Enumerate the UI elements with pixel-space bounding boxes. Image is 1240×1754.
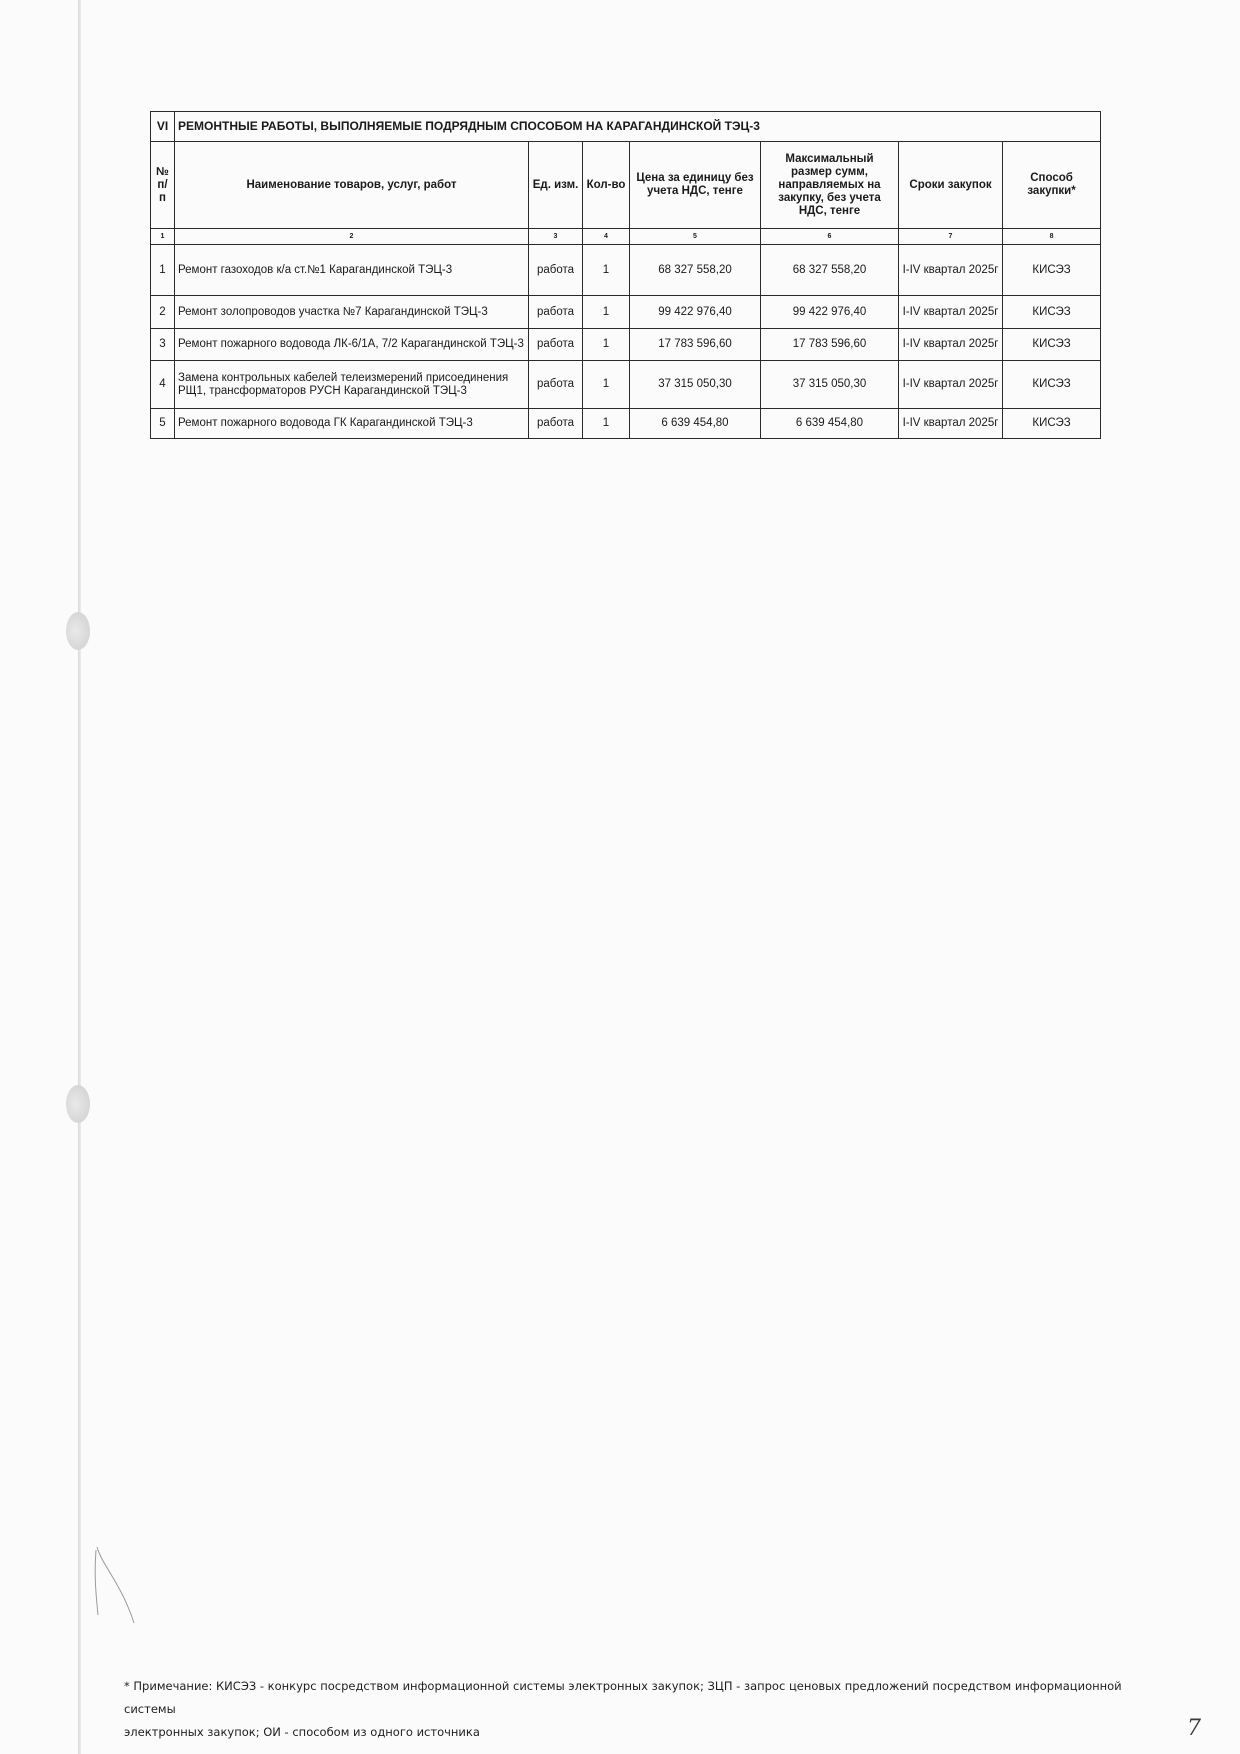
row-term: I-IV квартал 2025г bbox=[899, 245, 1003, 296]
row-unit: работа bbox=[529, 296, 583, 329]
row-price: 17 783 596,60 bbox=[630, 329, 761, 361]
row-method: КИСЭЗ bbox=[1003, 361, 1101, 409]
table-row bbox=[151, 409, 1101, 439]
row-method: КИСЭЗ bbox=[1003, 329, 1101, 361]
column-header-row bbox=[151, 142, 1101, 229]
col-header-max-sum: Максимальный размер сумм, направляемых на закупку, без учета НДС, тенге bbox=[761, 142, 899, 229]
footnote bbox=[124, 1675, 1124, 1744]
row-method: КИСЭЗ bbox=[1003, 245, 1101, 296]
row-qty: 1 bbox=[583, 296, 630, 329]
col-header-num: № п/п bbox=[151, 142, 175, 229]
row-max-sum: 68 327 558,20 bbox=[761, 245, 899, 296]
row-price: 6 639 454,80 bbox=[630, 409, 761, 439]
row-unit: работа bbox=[529, 245, 583, 296]
table-row bbox=[151, 245, 1101, 296]
page-number-handwritten: 7 bbox=[1187, 1716, 1201, 1741]
row-max-sum: 99 422 976,40 bbox=[761, 296, 899, 329]
pen-stroke-mark bbox=[92, 1545, 142, 1625]
row-method: КИСЭЗ bbox=[1003, 409, 1101, 439]
footnote-line-1: * Примечание: КИСЭЗ - конкурс посредством информационной системы электронных закупок; ЗЦП - запрос ценовых предложений посредством информационной системы bbox=[124, 1679, 1122, 1716]
row-name: Ремонт газоходов к/а ст.№1 Карагандинской ТЭЦ-3 bbox=[175, 245, 529, 296]
row-name: Ремонт золопроводов участка №7 Карагандинской ТЭЦ-3 bbox=[175, 296, 529, 329]
row-name: Ремонт пожарного водовода ЛК-6/1А, 7/2 Карагандинской ТЭЦ-3 bbox=[175, 329, 529, 361]
row-unit: работа bbox=[529, 361, 583, 409]
col-index: 4 bbox=[583, 229, 630, 245]
row-num: 3 bbox=[151, 329, 175, 361]
section-title: РЕМОНТНЫЕ РАБОТЫ, ВЫПОЛНЯЕМЫЕ ПОДРЯДНЫМ СПОСОБОМ НА КАРАГАНДИНСКОЙ ТЭЦ-3 bbox=[175, 112, 1101, 142]
col-header-qty: Кол-во bbox=[583, 142, 630, 229]
row-price: 99 422 976,40 bbox=[630, 296, 761, 329]
row-max-sum: 37 315 050,30 bbox=[761, 361, 899, 409]
row-term: I-IV квартал 2025г bbox=[899, 296, 1003, 329]
col-header-price: Цена за единицу без учета НДС, тенге bbox=[630, 142, 761, 229]
col-index: 8 bbox=[1003, 229, 1101, 245]
col-index: 7 bbox=[899, 229, 1003, 245]
row-name: Ремонт пожарного водовода ГК Карагандинской ТЭЦ-3 bbox=[175, 409, 529, 439]
row-num: 5 bbox=[151, 409, 175, 439]
col-index: 5 bbox=[630, 229, 761, 245]
procurement-table bbox=[150, 111, 1101, 439]
binding-edge bbox=[78, 0, 81, 1754]
section-number: VI bbox=[151, 112, 175, 142]
col-index: 3 bbox=[529, 229, 583, 245]
row-num: 4 bbox=[151, 361, 175, 409]
table-row bbox=[151, 329, 1101, 361]
row-term: I-IV квартал 2025г bbox=[899, 361, 1003, 409]
row-unit: работа bbox=[529, 409, 583, 439]
col-header-term: Сроки закупок bbox=[899, 142, 1003, 229]
col-header-method: Способ закупки* bbox=[1003, 142, 1101, 229]
section-header-row bbox=[151, 112, 1101, 142]
col-header-unit: Ед. изм. bbox=[529, 142, 583, 229]
row-term: I-IV квартал 2025г bbox=[899, 329, 1003, 361]
row-unit: работа bbox=[529, 329, 583, 361]
row-qty: 1 bbox=[583, 409, 630, 439]
row-max-sum: 6 639 454,80 bbox=[761, 409, 899, 439]
col-index: 2 bbox=[175, 229, 529, 245]
row-term: I-IV квартал 2025г bbox=[899, 409, 1003, 439]
table-row bbox=[151, 361, 1101, 409]
column-index-row bbox=[151, 229, 1101, 245]
row-price: 37 315 050,30 bbox=[630, 361, 761, 409]
row-price: 68 327 558,20 bbox=[630, 245, 761, 296]
row-method: КИСЭЗ bbox=[1003, 296, 1101, 329]
row-num: 2 bbox=[151, 296, 175, 329]
row-num: 1 bbox=[151, 245, 175, 296]
punch-hole-bottom bbox=[66, 1085, 90, 1123]
col-index: 1 bbox=[151, 229, 175, 245]
row-max-sum: 17 783 596,60 bbox=[761, 329, 899, 361]
punch-hole-top bbox=[66, 612, 90, 650]
row-qty: 1 bbox=[583, 329, 630, 361]
footnote-line-2: электронных закупок; ОИ - способом из одного источника bbox=[124, 1725, 480, 1739]
row-qty: 1 bbox=[583, 245, 630, 296]
table-row bbox=[151, 296, 1101, 329]
row-name: Замена контрольных кабелей телеизмерений присоединения РЩ1, трансформаторов РУСН Карагандинской ТЭЦ-3 bbox=[175, 361, 529, 409]
col-index: 6 bbox=[761, 229, 899, 245]
row-qty: 1 bbox=[583, 361, 630, 409]
col-header-name: Наименование товаров, услуг, работ bbox=[175, 142, 529, 229]
